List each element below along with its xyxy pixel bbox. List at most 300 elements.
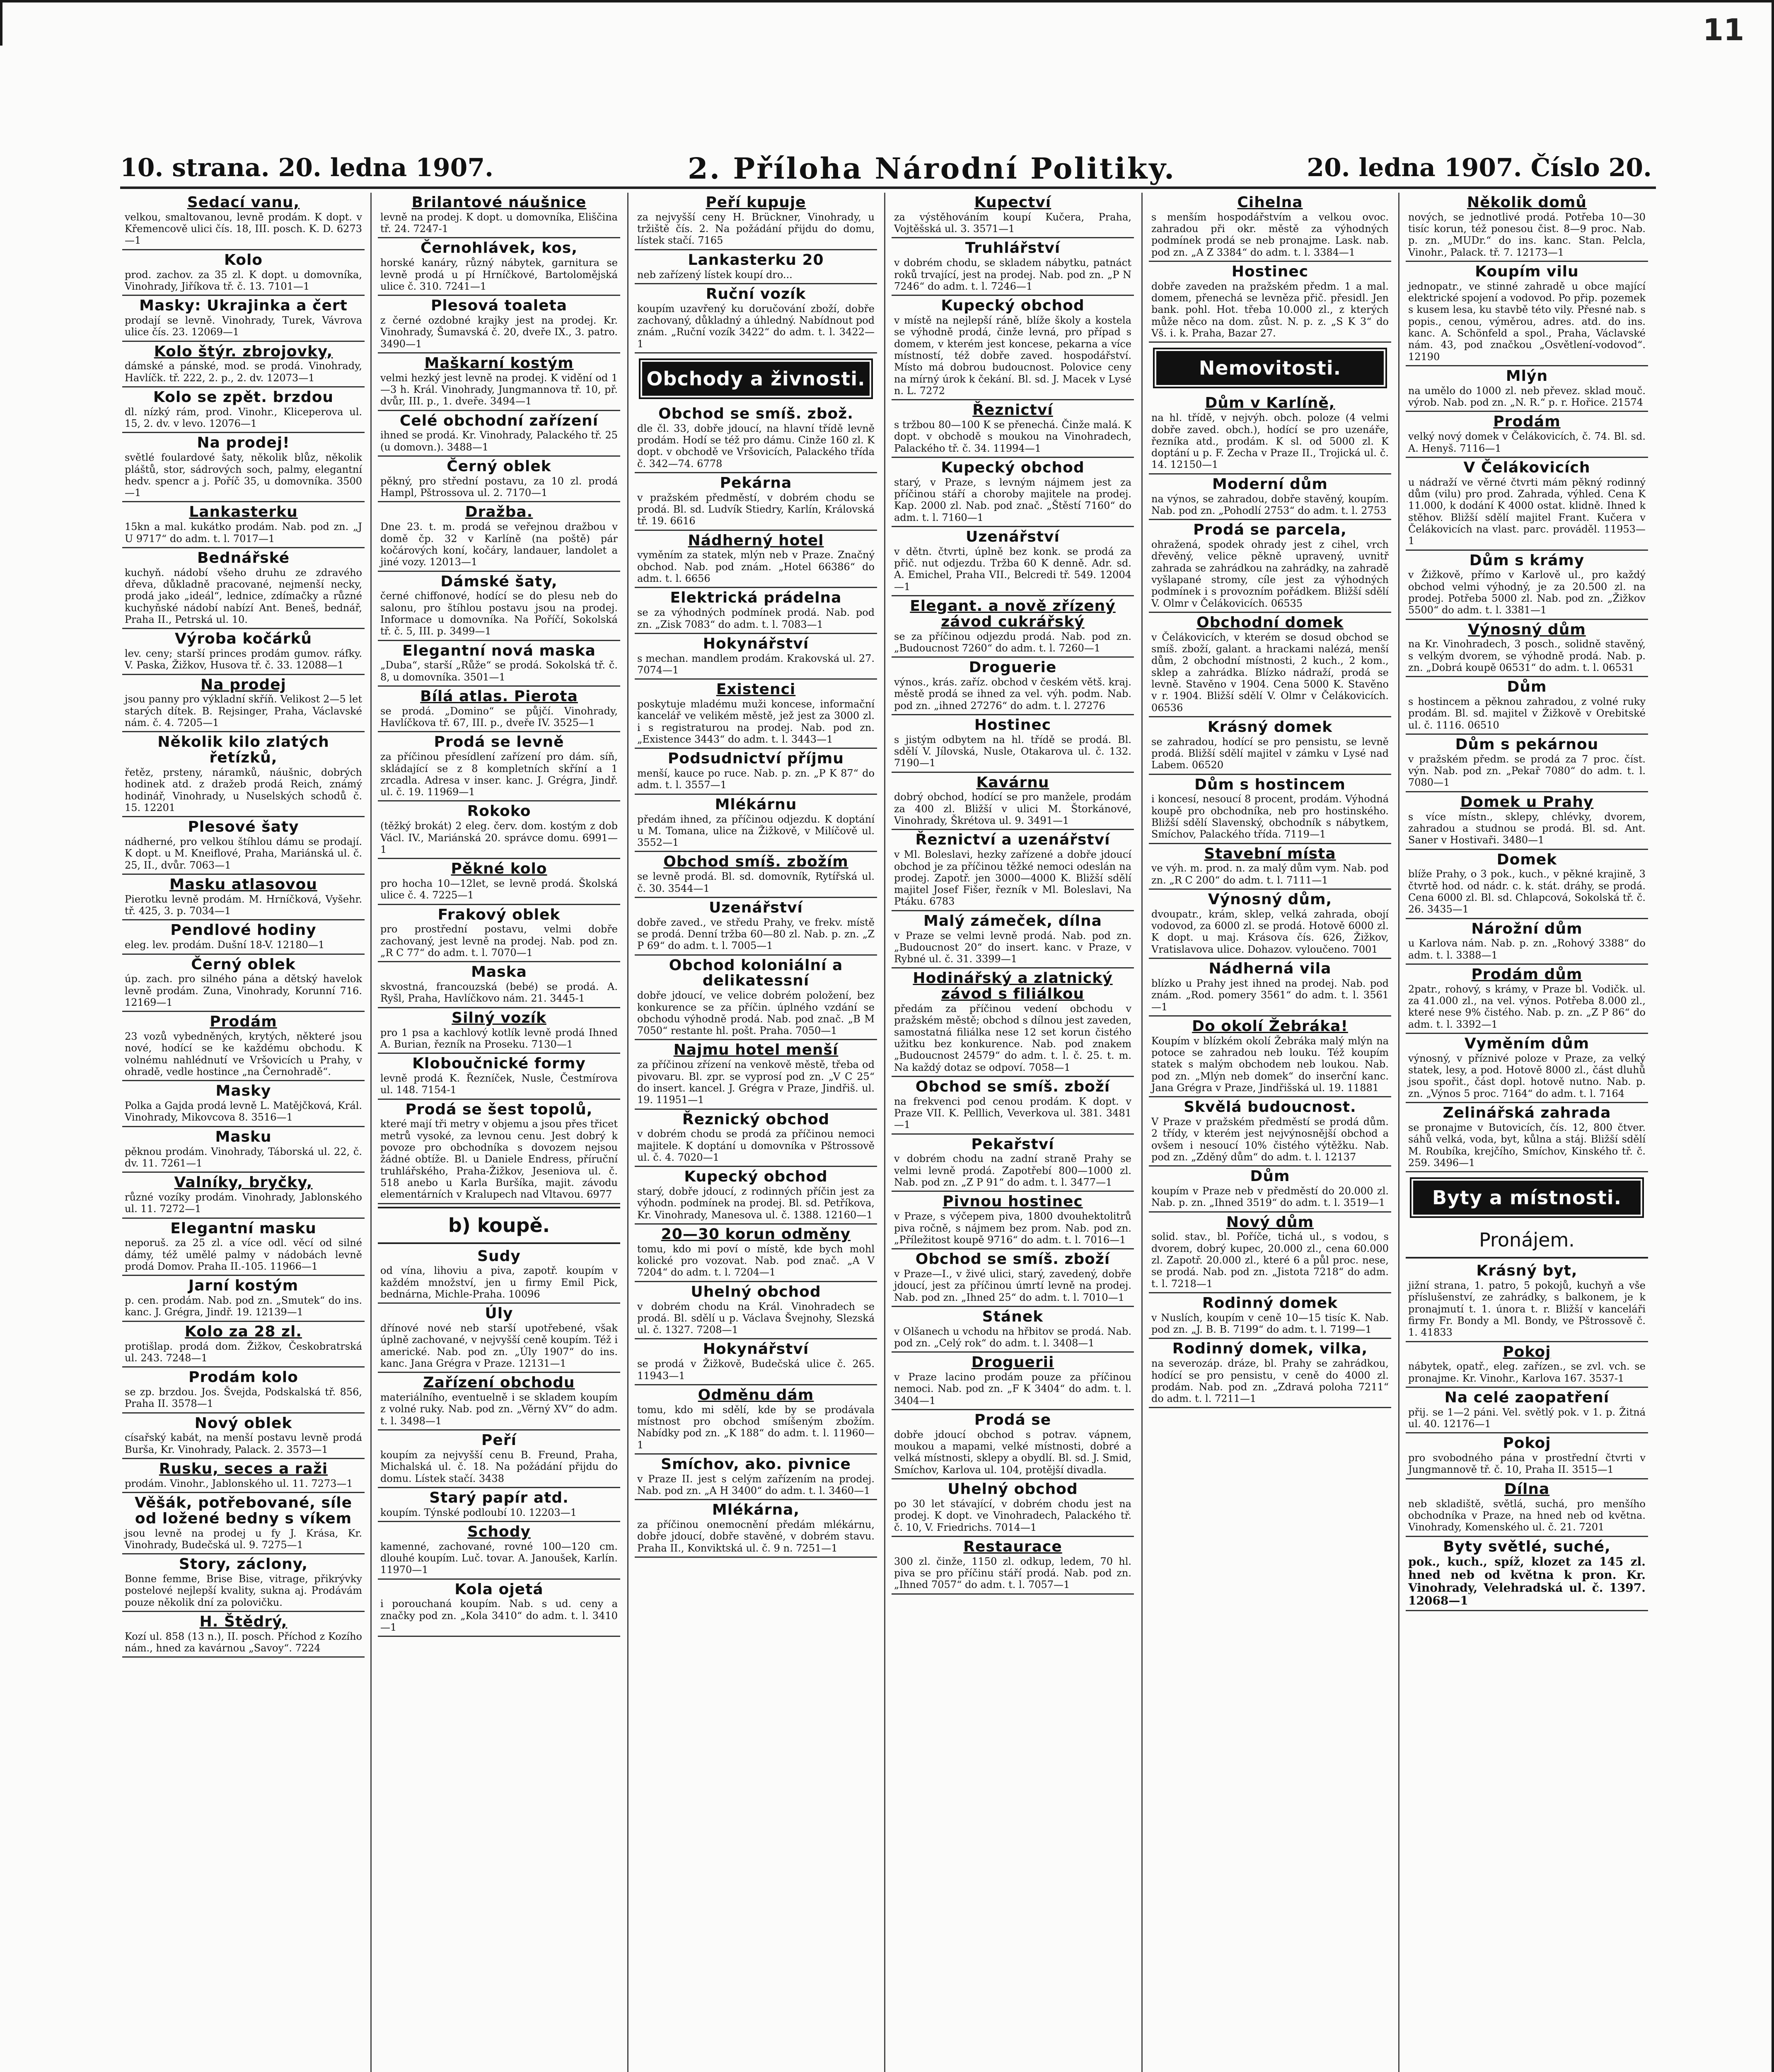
- ad-title: Lankasterku: [189, 503, 298, 521]
- ad-title: Do okolí Žebráka!: [1192, 1017, 1348, 1035]
- classified-ad: [1149, 474, 1391, 520]
- ad-body: se zp. brzdou. Jos. Švejda, Podskalská tř. 856, Praha II. 3578—1: [125, 1386, 362, 1410]
- classified-ad: [635, 795, 877, 852]
- ad-body: s mechan. mandlem prodám. Krakovská ul. 27. 7074—1: [637, 652, 875, 676]
- classified-ad: [635, 1110, 877, 1167]
- ad-body: s hostincem a pěknou zahradou, z volné ruky prodám. Bl. sd. majitel v Žižkově v Orebitské ul. č. 1116. 06510: [1408, 696, 1646, 731]
- ad-title: Kloboučnické formy: [412, 1055, 586, 1072]
- ad-title: Nový oblek: [194, 1414, 292, 1432]
- ad-body: pok., kuch., spíž, klozet za 145 zl. hned neb od května k pron. Kr. Vinohrady, Velehradská ul. č. 1397. 12068—1: [1408, 1555, 1646, 1608]
- classified-ad: [635, 1225, 877, 1282]
- classified-ad: [1406, 1342, 1648, 1388]
- classified-ad: [635, 284, 877, 353]
- ad-body: Dne 23. t. m. prodá se veřejnou dražbou v domě čp. 32 v Karlíně (na poště) pár kočárových koní, kočáry, landauer, landolet a jiné vozy. 12013—1: [380, 521, 618, 568]
- ad-title: Stánek: [982, 1308, 1044, 1325]
- ad-body: jsou levně na prodej u fy J. Krása, Kr. Vinohrady, Budečská ul. 9. 7275—1: [125, 1527, 362, 1551]
- ad-title: Vyměním dům: [1464, 1035, 1590, 1053]
- ad-title: Masku atlasovou: [169, 876, 317, 893]
- classified-ad: [122, 1459, 365, 1493]
- classified-ad: [1406, 412, 1648, 457]
- classified-ad: [378, 962, 620, 1008]
- classified-ad: [1406, 1479, 1648, 1537]
- ad-title: H. Štědrý,: [199, 1613, 288, 1631]
- classified-ad: [635, 1167, 877, 1225]
- classified-ad: [378, 1431, 620, 1488]
- ad-title: Najmu hotel menší: [673, 1041, 839, 1059]
- ad-title: Bednářské: [197, 549, 290, 566]
- ad-title: Sedací vanu,: [187, 194, 300, 211]
- ad-body: pěkný, pro střední postavu, za 10 zl. prodá Hampl, Pštrossova ul. 2. 7170—1: [380, 475, 618, 499]
- ad-title: Pokoj: [1503, 1343, 1551, 1360]
- ad-title: Obchod se smíš. zbož.: [658, 405, 853, 422]
- ad-title: Kupectví: [974, 194, 1051, 211]
- classified-ad: [1406, 458, 1648, 551]
- ad-title: Mlékárnu: [715, 796, 797, 813]
- ad-body: pro prostřední postavu, velmi dobře zachovaný, jest levně na prodej. Nab. pod zn. „R C 77“ do adm. t. l. 7070—1: [380, 923, 618, 959]
- ad-body: v dobrém chodu, se skladem nábytku, patnáct roků trvající, jest na prodej. Nab. pod zn. „P N 7246“ do adm. t. l. 7246—1: [894, 257, 1131, 292]
- ad-body: v dobrém chodu se prodá za příčinou nemoci majitele. K doptání u domovníka v Pštrossově ul. č. 4. 7020—1: [637, 1128, 875, 1163]
- ad-body: v Praze, s výčepem piva, 1800 dvouhektolitrů piva ročně, s nájmem bez prom. Nab. pod zn. „Příležitost koupě 9716“ do adm. t. l. 7016—1: [894, 1210, 1131, 1246]
- ad-title: Výroba kočárků: [174, 630, 312, 648]
- classified-ad: [378, 411, 620, 457]
- ad-title: Obchod koloniální a delikatessní: [669, 956, 843, 990]
- ad-title: Kolo se zpět. brzdou: [153, 389, 334, 406]
- classified-ad: [1406, 1388, 1648, 1433]
- classified-ad: [122, 1173, 365, 1218]
- classified-ad: [635, 852, 877, 898]
- ad-body: ve výh. m. prod. n. za malý dům vym. Nab. pod zn. „R C 200“ do adm. t. l. 7111—1: [1151, 862, 1389, 886]
- ad-body: Bonne femme, Brise Bise, vitrage, přikrývky postelové nejlepší kvality, sukna aj. Prodávám pouze několik dní za polovičku.: [125, 1573, 362, 1608]
- ad-title: Moderní dům: [1212, 475, 1328, 493]
- classified-ad: [892, 296, 1134, 400]
- ad-body: přij. se 1—2 páni. Vel. světlý pok. v 1. p. Žitná ul. 40. 12176—1: [1408, 1406, 1646, 1430]
- ad-body: nábytek, opatř., eleg. zařízen., se zvl. vch. se pronajme. Kr. Vinohr., Karlova 167. 3537-1: [1408, 1360, 1646, 1384]
- classified-ad: [122, 817, 365, 875]
- corner-page-number: 11: [1703, 12, 1745, 47]
- classified-ad: [1149, 890, 1391, 959]
- ad-body: dřínové nové neb starší upotřebené, však úplně zachované, v nejvyšší ceně koupím. Též i americké. Nab. pod zn. „Úly 1907“ do ins. kanc. Jana Grégra v Praze. 12131—1: [380, 1322, 618, 1370]
- ad-title: Kavárnu: [976, 774, 1049, 791]
- ad-title: Odměnu dám: [698, 1386, 814, 1404]
- ad-body: v dětn. čtvrti, úplně bez konk. se prodá za přič. nut odjezdu. Tržba 60 K denně. Adr. sd. A. Emichel, Praha VII., Belcredi tř. 549. 12004—1: [894, 545, 1131, 593]
- ad-body: s tržbou 80—100 K se přenechá. Činže malá. K dopt. v obchodě s moukou na Vinohradech, Palackého tř. č. 34. 11994—1: [894, 419, 1131, 454]
- ad-title: Silný vozík: [452, 1009, 546, 1026]
- ad-body: za výstěhováním koupí Kučera, Praha, Vojtěšská ul. 3. 3571—1: [894, 211, 1131, 235]
- ad-title: Prodám: [1493, 413, 1561, 431]
- ad-title: Prodá se šest topolů,: [405, 1101, 593, 1118]
- ad-title: Nárožní dům: [1471, 920, 1583, 937]
- ad-body: v Ml. Boleslavi, hezky zařízené a dobře jdoucí obchod je za příčinou těžké nemoci odeslán na prodej. Zapotř. jen 3000—4000 K. Bližší sdělí majitel Josef Fišer, řezník v Ml. Boleslavi, Na Ptáku. 6783: [894, 849, 1131, 908]
- classified-ad: [1149, 1339, 1391, 1408]
- ad-title: Nádherný hotel: [688, 532, 824, 549]
- classified-ad: [1149, 262, 1391, 343]
- classified-ad: [1406, 850, 1648, 919]
- classified-ad: [378, 457, 620, 502]
- classified-ad: [1149, 1097, 1391, 1167]
- ad-title: Masku: [215, 1128, 272, 1145]
- column-rule: [627, 193, 628, 2072]
- ad-body: 300 zl. činže, 1150 zl. odkup, ledem, 70 hl. piva se pro příčinu stáří prodá. Nab. pod zn. „Ihned 7057“ do adm. t. l. 7057—1: [894, 1555, 1131, 1591]
- ad-title: Skvělá budoucnost.: [1184, 1099, 1356, 1116]
- classified-ad: [122, 1012, 365, 1081]
- ad-body: v Praze lacino prodám pouze za příčinou nemoci. Nab. pod zn. „F K 3404“ do adm. t. l. 3404—1: [894, 1371, 1131, 1406]
- ad-body: pro svobodného pána v prostřední čtvrti v Jungmannově tř. č. 10, Praha II. 3515—1: [1408, 1452, 1646, 1476]
- ad-title: Restaurace: [963, 1538, 1062, 1555]
- ad-title: Řeznický obchod: [682, 1111, 830, 1128]
- classified-ad: [1149, 193, 1391, 262]
- ad-body: které mají tři metry v objemu a jsou přes třicet metrů vysoké, za levnou cenu. Jest dobrý k povoze pro obchodníka s dovozem nejsou žádné obtíže. Bl. u Daniele Endress, příruční truhlářského, Praha-Žižkov, Jeseniova ul. č. 518 anebo u Karla Buršíka, majit. závodu elementárních v Kralupech nad Vltavou. 6977: [380, 1118, 618, 1201]
- section-banner: Obchody a živnosti.: [639, 358, 873, 399]
- classified-ad: [378, 1100, 620, 1204]
- ad-body: dl. nízký rám, prod. Vinohr., Kliceperova ul. 15, 2. dv. v levo. 12076—1: [125, 406, 362, 430]
- classified-ad: [635, 531, 877, 588]
- ad-body: za nejvyšší ceny H. Brückner, Vinohrady, u tržiště čís. 2. Na požádání přijdu do domu, lístek stačí. 7165: [637, 211, 875, 247]
- ad-title: Prodám dům: [1471, 966, 1583, 983]
- ad-title: Několik domů: [1467, 194, 1587, 211]
- classified-ad: [635, 1040, 877, 1109]
- classified-ad: [378, 296, 620, 353]
- ad-body: koupím v Praze neb v předměstí do 20.000 zl. Nab. p. zn. „Ihned 3519“ do adm. t. l. 3519—1: [1151, 1185, 1389, 1209]
- classified-ad: [378, 641, 620, 687]
- ad-body: velký nový domek v Čelákovicích, č. 74. Bl. sd. A. Henyš. 7116—1: [1408, 431, 1646, 454]
- ad-body: v místě na nejlepší ráně, blíže školy a kostela se výhodně prodá, činže levná, pro případ s domem, v kterém jest koncese, pekarna a více místností, též dobře zaved. hospodářství. Místo má dobrou budoucnost. Polovice ceny na mírný úrok k čekání. Bl. sd. J. Macek v Lysé n. L. 7272: [894, 314, 1131, 397]
- ad-title: Domek: [1496, 851, 1557, 868]
- classified-ad: [1406, 735, 1648, 792]
- ad-body: velmi hezký jest levně na prodej. K vidění od 1—3 h. Král. Vinohrady, Jungmannova tř. 10, př. dvůr, III. p., 1. dveře. 3494—1: [380, 372, 618, 407]
- classified-ad: [892, 1192, 1134, 1249]
- ad-title: Prodá se parcela,: [1193, 521, 1347, 539]
- ad-body: velkou, smaltovanou, levně prodám. K dopt. v Křemencově ulici čís. 18, III. posch. K. D. 6273—1: [125, 211, 362, 247]
- ad-body: tomu, kdo mi sdělí, kde by se prodávala místnost pro obchod smíšeným zbožím. Nabídky pod zn. „K 188“ do adm. t. l. 11960—1: [637, 1404, 875, 1451]
- section-heading: Pronájem.: [1406, 1223, 1648, 1259]
- classified-ad: [1406, 677, 1648, 735]
- classified-ad: [1406, 1537, 1648, 1611]
- ad-body: jednopatr., ve stinné zahradě u obce mající elektrické spojení a vodovod. Po přip. pozemek s kusem lesa, ku stavbě této vily. Přesné nab. s popis., cenou, výměrou, adres. atd. do ins. kanc. A. Schönfeld a spol., Praha, Václavské nám. 43, pod značkou „Osvětlení-vodovod“. 12190: [1408, 280, 1646, 363]
- section-heading: b) koupě.: [378, 1207, 620, 1244]
- classified-ad: [892, 1135, 1134, 1192]
- column-rule: [1141, 193, 1143, 2072]
- classified-ad: [122, 1081, 365, 1127]
- ad-title: Kola ojetá: [454, 1581, 544, 1598]
- ad-title: Peří: [481, 1432, 517, 1449]
- ad-title: Elektrická prádelna: [670, 589, 842, 607]
- classified-ad: [378, 572, 620, 641]
- ad-title: Cihelna: [1237, 194, 1303, 211]
- ad-title: Věšák, potřebované, síle od ložené bedny s víkem: [134, 1494, 353, 1527]
- ad-title: Masky: [215, 1082, 271, 1100]
- ad-title: Hodinářský a zlatnický závod s filiálkou: [913, 970, 1113, 1003]
- classified-ad: [378, 502, 620, 571]
- ad-body: se prodá v Žižkově, Budečská ulice č. 265. 11943—1: [637, 1358, 875, 1382]
- ad-body: výnos., krás. zaříz. obchod v českém větš. kraj. městě prodá se ihned za vel. výh. podm. Nab. pod zn. „ihned 27276“ do adm. t. l. 27276: [894, 676, 1131, 712]
- ad-title: Droguerii: [971, 1354, 1054, 1371]
- ad-body: na hl. třídě, v nejvýh. obch. poloze (4 velmi dobře zaved. obch.), hodící se pro uzenáře, řezníka atd., prodám. K sl. od 5000 zl. K doptání u p. F. Zecha v Praze II., Trojická ul. č. 14. 12150—1: [1151, 412, 1389, 471]
- ad-title: Pokoj: [1503, 1435, 1551, 1452]
- ad-title: Uhelný obchod: [691, 1283, 821, 1300]
- ad-body: solid. stav., bl. Poříče, tichá ul., s vodou, s dvorem, dobrý kupec, 20.000 zl., cena 60.000 zl. Zapotř. 20.000 zl., které 6 a půl proc. nese, se prodá. Nab. pod zn. „Jistota 7218“ do adm. t. l. 7218—1: [1151, 1231, 1389, 1290]
- ad-body: v Žižkově, přímo v Karlově ul., pro každý obchod velmi výhodný, je za 20.500 zl. na prodej. Potřeba 5000 zl. Nab. pod zn. „Žižkov 5500“ do adm. t. l. 3381—1: [1408, 569, 1646, 616]
- ad-body: neb skladiště, světlá, suchá, pro menšího obchodníka v Praze, na hned neb od května. Vinohrady, Komenského ul. č. 21. 7201: [1408, 1498, 1646, 1533]
- ad-body: koupím. Týnské podloubí 10. 12203—1: [380, 1506, 577, 1518]
- ad-title: Podsudnictví příjmu: [668, 750, 844, 767]
- ad-title: Prodám: [210, 1013, 277, 1031]
- ad-title: Uzenářství: [966, 528, 1060, 545]
- classified-ad: [122, 1554, 365, 1612]
- classified-ad: [122, 1322, 365, 1368]
- crop-mark: [1772, 0, 1774, 2072]
- ad-body: nových, se jednotlivé prodá. Potřeba 10—30 tisíc korun, též ponesou čist. 8—9 proc. Nab. p. zn. „MUDr.“ do ins. kanc. Stan. Pelcla, Vinohr., Palack. tř. 7. 12173—1: [1408, 211, 1646, 258]
- ad-body: eleg. lev. prodám. Dušní 18-V. 12180—1: [125, 939, 325, 951]
- ad-body: různé vozíky prodám. Vinohrady, Jablonského ul. 11. 7272—1: [125, 1191, 362, 1215]
- ad-title: Elegant. a nově zřízený závod cukrářský: [910, 597, 1116, 630]
- ad-title: Elegantní masku: [170, 1220, 317, 1237]
- ad-title: Výnosný dům: [1468, 621, 1586, 638]
- classified-ad: [892, 400, 1134, 458]
- ad-body: i koncesí, nesoucí 8 procent, prodám. Výhodná koupě pro obchodníka, neb pro hostinského. Bližší sdělí Slavenský, obchodník s nábytkem, Smíchov, Palackého třída. 7119—1: [1151, 793, 1389, 840]
- ad-body: dvoupatr., krám, sklep, velká zahrada, obojí vodovod, za 6000 zl. se prodá. Hotově 6000 zl. K dopt. u maj. Krásova čís. 626, Žižkov, Vratislavova ulice. Dohazov. vyloučeno. 7001: [1151, 908, 1389, 955]
- classified-ad: [635, 588, 877, 634]
- ad-body: horské kanáry, různý nábytek, garnitura se levně prodá u pí Hrníčkové, Bartolomějská ulice č. 310. 7241—1: [380, 257, 618, 292]
- ad-body: tomu, kdo mi poví o místě, kde bych mohl kolické pro vozovat. Nab. pod znač. „A V 7204“ do adm. t. l. 7204—1: [637, 1243, 875, 1278]
- classified-ad: [122, 875, 365, 920]
- classified-ad: [122, 548, 365, 629]
- classified-ad: [635, 634, 877, 680]
- classified-ad: [122, 1368, 365, 1413]
- ad-title: Pekařství: [971, 1135, 1054, 1153]
- ad-body: neb zařízený lístek koupí dro...: [637, 269, 793, 281]
- ad-body: s menším hospodářstvím a velkou ovoc. zahradou při okr. městě za výhodných podmínek prodá se neb pronajme. Lask. nab. pod zn. „A Z 3384“ do adm. t. l. 3384—1: [1151, 211, 1389, 258]
- classified-ad: [1149, 613, 1391, 717]
- classified-ad: [378, 1304, 620, 1373]
- ad-title: Brilantové náušnice: [411, 194, 587, 211]
- classified-ad: [635, 193, 877, 250]
- ad-title: Na prodej!: [197, 434, 290, 452]
- classified-ad: [892, 911, 1134, 969]
- ad-body: se pronajme v Butovicích, čís. 12, 800 čtver. sáhů velká, voda, byt, kůlna a stáj. Bližší sdělí M. Roubíka, krejčího, Smíchov, Kinského tř. č. 259. 3496—1: [1408, 1121, 1646, 1169]
- ad-title: Krásný domek: [1207, 718, 1333, 736]
- ad-body: pro 1 psa a kachlový kotlík levně prodá Ihned A. Burian, řezník na Proseku. 7130—1: [380, 1026, 618, 1050]
- ad-body: blízko u Prahy jest ihned na prodej. Nab. pod znám. „Rod. pomery 3561“ do adm. t. l. 3561—1: [1151, 977, 1389, 1013]
- classified-ad: [892, 596, 1134, 658]
- ad-title: Černohlávek, kos,: [420, 240, 578, 257]
- ad-title: V Čelákovicích: [1463, 459, 1590, 476]
- ad-body: vyměním za statek, mlýn neb v Praze. Značný obchod. Nab. pod znám. „Hotel 66386“ do adm. t. l. 6656: [637, 549, 875, 585]
- classified-ad: [635, 250, 877, 284]
- ad-body: za příčinou onemocnění předám mlékárnu, dobře jdoucí, dobře stavěné, v dobrém stavu. Praha II., Konviktská ul. č. 9 n. 7251—1: [637, 1519, 875, 1554]
- column-6: [1406, 193, 1648, 2072]
- ad-title: Jarní kostým: [188, 1277, 299, 1295]
- classified-ad: [378, 732, 620, 801]
- ad-title: Celé obchodní zařízení: [399, 412, 599, 429]
- ad-title: Černý oblek: [447, 458, 551, 475]
- ad-body: se za příčinou odjezdu prodá. Nab. pod zn. „Budoucnost 7260“ do adm. t. l. 7260—1: [894, 630, 1131, 654]
- ad-title: Černý oblek: [191, 956, 296, 973]
- crop-mark: [0, 0, 2, 46]
- classified-ad: [1149, 1167, 1391, 1212]
- classified-ad: [378, 1373, 620, 1431]
- ad-title: Hokynářství: [703, 635, 809, 652]
- classified-ad: [122, 675, 365, 733]
- classified-ad: [635, 1339, 877, 1385]
- classified-ad: [1406, 1433, 1648, 1479]
- ad-body: dobře jdoucí obchod s potrav. vápnem, moukou a mapami, velké místnosti, dobré a velká místnosti, sklepy a obydlí. Bl. sd. J. Smid, Smíchov, Karlova ul. 104, protější divadla.: [894, 1428, 1131, 1476]
- classified-ad: [122, 296, 365, 341]
- ad-body: s jistým odbytem na hl. třídě se prodá. Bl. sdělí V. Jílovská, Nusle, Otakarova ul. č. 132. 7190—1: [894, 733, 1131, 769]
- ad-title: Zelinářská zahrada: [1443, 1104, 1611, 1122]
- column-rule: [370, 193, 372, 2072]
- ad-title: Dům s pekárnou: [1455, 736, 1599, 753]
- classified-ad: [892, 193, 1134, 238]
- ad-title: Nový dům: [1226, 1213, 1314, 1231]
- ad-body: výnosný, v příznivé poloze v Praze, za velký statek, lesy, a pod. Hotově 8000 zl., část dluhů jsou spořit., část dopl. hotově nutno. Nab. p. zn. „Výnos 5 proc. 7164“ do adm. t. l. 7164: [1408, 1052, 1646, 1099]
- ad-body: na výnos, se zahradou, dobře stavěný, koupím. Nab. pod zn. „Pohodlí 2753“ do adm. t. l. 2753: [1151, 493, 1389, 516]
- ad-body: se za výhodných podmínek prodá. Nab. pod zn. „Zisk 7083“ do adm. t. l. 7083—1: [637, 607, 875, 630]
- ad-title: Na prodej: [201, 676, 286, 693]
- classified-ad: [1406, 1034, 1648, 1103]
- classified-ad: [892, 658, 1134, 715]
- ad-body: 2patr., rohový, s krámy, v Praze bl. Vodičk. ul. za 41.000 zl., na vel. výnos. Potřeba 8.000 zl., které nese 9% čistého. Nab. p. zn. „Z P 86“ do adm. t. l. 3392—1: [1408, 983, 1646, 1030]
- ad-title: Několik kilo zlatých řetízků,: [157, 733, 329, 767]
- classified-ad: [635, 1385, 877, 1455]
- classified-ad: [378, 1054, 620, 1099]
- ad-body: protišlap. prodá dom. Žižkov, Českobratrská ul. 243. 7248—1: [125, 1340, 362, 1364]
- classified-ad: [892, 1537, 1134, 1595]
- ad-title: Uhelný obchod: [947, 1481, 1078, 1498]
- ad-body: se prodá. „Domino“ se půjčí. Vinohrady, Havlíčkova tř. 67, III. p., dveře IV. 3525—1: [380, 705, 618, 729]
- ad-body: prodají se levně. Vinohrady, Turek, Vávrova ulice čís. 23. 12069—1: [125, 314, 362, 338]
- ad-body: dobře zaveden na pražském předm. 1 a mal. domem, přenechá se levněza přič. přesidl. Jen bank. pohl. Hot. třeba 10.000 zl., z kterých může něco na dom. zůst. N. p. z. „S K 3“ do Vš. i. k. Praha, Bazar 27.: [1151, 280, 1389, 339]
- ad-title: Mlékárna,: [712, 1501, 800, 1519]
- classified-ad: [635, 1500, 877, 1558]
- classified-ad: [1406, 792, 1648, 850]
- ad-body: „Duba“, starší „Růže“ se prodá. Sokolská tř. č. 8, u domovníka. 3501—1: [380, 659, 618, 683]
- ad-title: Stavební místa: [1204, 845, 1336, 862]
- classified-ad: [892, 1353, 1134, 1410]
- classified-ad: [378, 1488, 620, 1522]
- classified-ad: [122, 433, 365, 502]
- ad-title: Rodinný domek, vilka,: [1172, 1340, 1368, 1358]
- ad-title: Kolo: [224, 251, 263, 269]
- ad-body: se levně prodá. Bl. sd. domovník, Rytířská ul. č. 30. 3544—1: [637, 871, 875, 894]
- classified-ad: [635, 898, 877, 956]
- classified-ad: [1406, 919, 1648, 965]
- classified-ad: [1149, 844, 1391, 890]
- ad-title: Kupecký obchod: [941, 297, 1085, 315]
- classified-ad: [378, 193, 620, 238]
- classified-ad: [892, 773, 1134, 830]
- classified-ad: [892, 1077, 1134, 1135]
- ad-body: císařský kabát, na menší postavu levně prodá Burša, Kr. Vinohrady, Palack. 2. 3573—1: [125, 1432, 362, 1455]
- classified-ad: [892, 968, 1134, 1077]
- ad-title: Prodá se: [974, 1411, 1051, 1429]
- column-rule: [884, 193, 885, 2072]
- ad-body: kuchyň. nádobí všeho druhu ze zdravého dřeva, důkladně pracované, nejmenší necky, prodá jako „ideál“, lednice, zdímačky a různé kuchyňské nádobí nabízí Ant. Beneš, bednář, Praha II., Petrská ul. 10.: [125, 566, 362, 625]
- ad-title: Pekárna: [720, 474, 792, 491]
- classified-ad: [635, 1282, 877, 1340]
- ad-body: i porouchaná koupím. Nab. s ud. ceny a značky pod zn. „Kola 3410“ do adm. t. l. 3410—1: [380, 1598, 618, 1634]
- ad-body: pěknou prodám. Vinohrady, Táborská ul. 22, č. dv. 11. 7261—1: [125, 1145, 362, 1169]
- column-3: [635, 193, 877, 2072]
- header-title: 2. Příloha Národní Politiky.: [688, 151, 1176, 186]
- ad-title: Kolo za 28 zl.: [185, 1323, 302, 1340]
- classified-ad: [892, 458, 1134, 527]
- ad-body: u nádraží ve věrné čtvrti mám pěkný rodinný dům (vilu) pro prod. Zahrada, výhled. Cena K 11.000, k dodání K 4000 ostat. klidně. Ihned k stěhov. Bližší sdělí majitel Frant. Kučera v Čelákovicích na vlast. parc. prováděl. 11953—1: [1408, 476, 1646, 547]
- ad-title: Na celé zaopatření: [1444, 1389, 1610, 1406]
- ad-title: Nádherná vila: [1208, 960, 1332, 978]
- ad-title: Kupecký obchod: [941, 459, 1085, 476]
- column-1: [122, 193, 365, 2072]
- ad-body: řetěz, prsteny, náramků, náušnic, dobrých hodinek atd. z dražeb prodá Reich, známý hodinář, Vinohrady, u Nuselských schodů č. 15. 12201: [125, 767, 362, 813]
- ad-title: Pivnou hostinec: [943, 1193, 1083, 1210]
- ad-body: 23 vozů vybedněných, krytých, některé jsou nové, hodící se ke každému obchodu. K volnému nahlédnutí ve Vršovicích u Prahy, v ohradě, vedle hostince „na Černohradě“.: [125, 1031, 362, 1077]
- section-banner: Nemovitosti.: [1153, 348, 1387, 388]
- classified-ad: [892, 1249, 1134, 1307]
- classified-ad: [378, 1008, 620, 1054]
- ad-title: Masky: Ukrajinka a čert: [139, 297, 348, 315]
- ad-title: Byty světlé, suché,: [1443, 1538, 1611, 1555]
- classified-ad: [1149, 520, 1391, 613]
- ad-title: Hokynářství: [703, 1341, 809, 1358]
- ad-body: Kozí ul. 858 (13 n.), II. posch. Příchod z Kozího nám., hned za kavárnou „Savoy“. 7224: [125, 1630, 362, 1654]
- classified-ad: [378, 859, 620, 905]
- ad-body: v Praze II. jest s celým zařízením na prodej. Nab. pod zn. „A H 3400“ do adm. t. l. 3460—1: [637, 1473, 875, 1497]
- header-date-right: 20. ledna 1907. Číslo 20.: [1307, 153, 1652, 182]
- ad-title: Úly: [485, 1305, 513, 1322]
- column-5: [1149, 193, 1391, 2072]
- ad-body: koupím uzavřený ku doručování zboží, dobře zachovaný, důkladný a úhledný. Nabídnout pod znám. „Ruční vozík 3422“ do adm. t. l. 3422—1: [637, 303, 875, 350]
- ad-body: dobře jdoucí, ve velice dobrém položení, bez konkurence se za příčin. úplného vzdání se obchodu výhodně prodá. Nab. pod znač. „B M 7050“ restante hl. pošt. Praha. 7050—1: [637, 990, 875, 1037]
- header-rule: [120, 186, 1656, 189]
- ad-body: prodám. Vinohr., Jablonského ul. 11. 7273—1: [125, 1477, 353, 1489]
- ad-title: Valníky, bryčky,: [174, 1174, 313, 1191]
- ad-body: (těžký brokát) 2 eleg. červ. dom. kostým z dob Václ. IV., Mariánská 20. správce domu. 6991—1: [380, 820, 618, 855]
- ad-body: Koupím v blízkém okolí Žebráka malý mlýn na potoce se zahradou neb louku. Též koupím statek s malým obchodem neb loukou. Nab. pod zn. „Mlýn neb domek“ do inserční kanc. Jana Grégra v Praze, Jindřišská ul. 19. 11881: [1151, 1035, 1389, 1094]
- classified-ad: [1149, 717, 1391, 775]
- ad-body: koupím za nejvyšší cenu B. Freund, Praha, Michalská ul. č. 18. Na požádání přijdu do domu. Lístek stačí. 3438: [380, 1449, 618, 1484]
- ad-body: ohražená, spodek ohrady jest z cihel, vrch dřevěný, velice pěkně upravený, uvnitř zahrada se zahrádkou na zahrádky, na zahradě vyšlapané stromy, cíle jest za výhodných podmínek i s provozním pořádkem. Bližší sdělí V. Olmr v Čelákovicích. 06535: [1151, 538, 1389, 609]
- ad-title: Kupecký obchod: [684, 1168, 828, 1186]
- ad-title: Hostinec: [974, 716, 1051, 733]
- ad-body: nádherné, pro velkou štíhlou dámu se prodají. K dopt. u M. Kneiflové, Praha, Mariánská ul. č. 25, II., dvůr. 7063—1: [125, 836, 362, 871]
- classified-ad: [378, 238, 620, 296]
- ad-title: Malý zámeček, dílna: [923, 912, 1102, 929]
- ad-title: Maska: [471, 963, 527, 981]
- ad-body: z černé ozdobné krajky jest na prodej. Kr. Vinohrady, Šumavská č. 20, dveře IX., 3. patro. 3490—1: [380, 314, 618, 350]
- classified-ad: [122, 1612, 365, 1658]
- ad-body: v Nuslích, koupím v ceně 10—15 tisíc K. Nab. pod zn. „J. B. B. 7199“ do adm. t. l. 7199—1: [1151, 1312, 1389, 1336]
- ad-body: na umělo do 1000 zl. neb převez. sklad mouč. výrob. Nab. pod zn. „N. R.“ p. r. Hořice. 21574: [1408, 385, 1646, 409]
- ad-body: v pražském předměstí, v dobrém chodu se prodá. Bl. sd. Ludvík Stiedry, Karlín, Královská tř. 19. 6616: [637, 491, 875, 527]
- classified-ad: [122, 1127, 365, 1173]
- ad-body: v Praze—I., v živé ulici, starý, zavedený, dobře jdoucí, jest za příčinou úmrtí levně na prodej. Nab. pod zn. „Ihned 25“ do adm. t. l. 7010—1: [894, 1268, 1131, 1303]
- ad-body: 15kn a mal. kukátko prodám. Nab. pod zn. „J U 9717“ do adm. t. l. 7017—1: [125, 521, 362, 545]
- ad-title: Uzenářství: [709, 899, 803, 916]
- ad-body: neporuš. za 25 zl. a více odl. věcí od silné dámy, též umělé palmy v nádobách levně prodá Domov. Praha II.-105. 11966—1: [125, 1237, 362, 1272]
- ad-title: Plesové šaty: [188, 818, 299, 836]
- ad-title: Frakový oblek: [437, 906, 561, 923]
- ad-title: Smíchov, ako. pivnice: [661, 1455, 851, 1473]
- ad-title: Elegantní nová maska: [402, 642, 596, 659]
- ad-body: p. cen. prodám. Nab. pod zn. „Smutek“ do ins. kanc. J. Grégra, Jindř. 19. 12139—1: [125, 1295, 362, 1318]
- ad-body: v dobrém chodu na Král. Vinohradech se prodá. Bl. sdělí u p. Václava Švejnohy, Slezská ul. č. 1327. 7208—1: [637, 1300, 875, 1336]
- ad-title: Obchod se smíš. zboží: [915, 1078, 1110, 1095]
- ad-title: Ruční vozík: [706, 285, 806, 303]
- ad-title: Sudy: [477, 1247, 521, 1265]
- section-banner: Byty a místnosti.: [1410, 1177, 1644, 1218]
- classified-ad: [635, 1455, 877, 1500]
- ad-title: Obchod smíš. zbožím: [663, 853, 848, 871]
- ad-body: skvostná, francouzská (bebé) se prodá. A. Ryšl, Praha, Havlíčkovo nám. 21. 3445-1: [380, 981, 618, 1005]
